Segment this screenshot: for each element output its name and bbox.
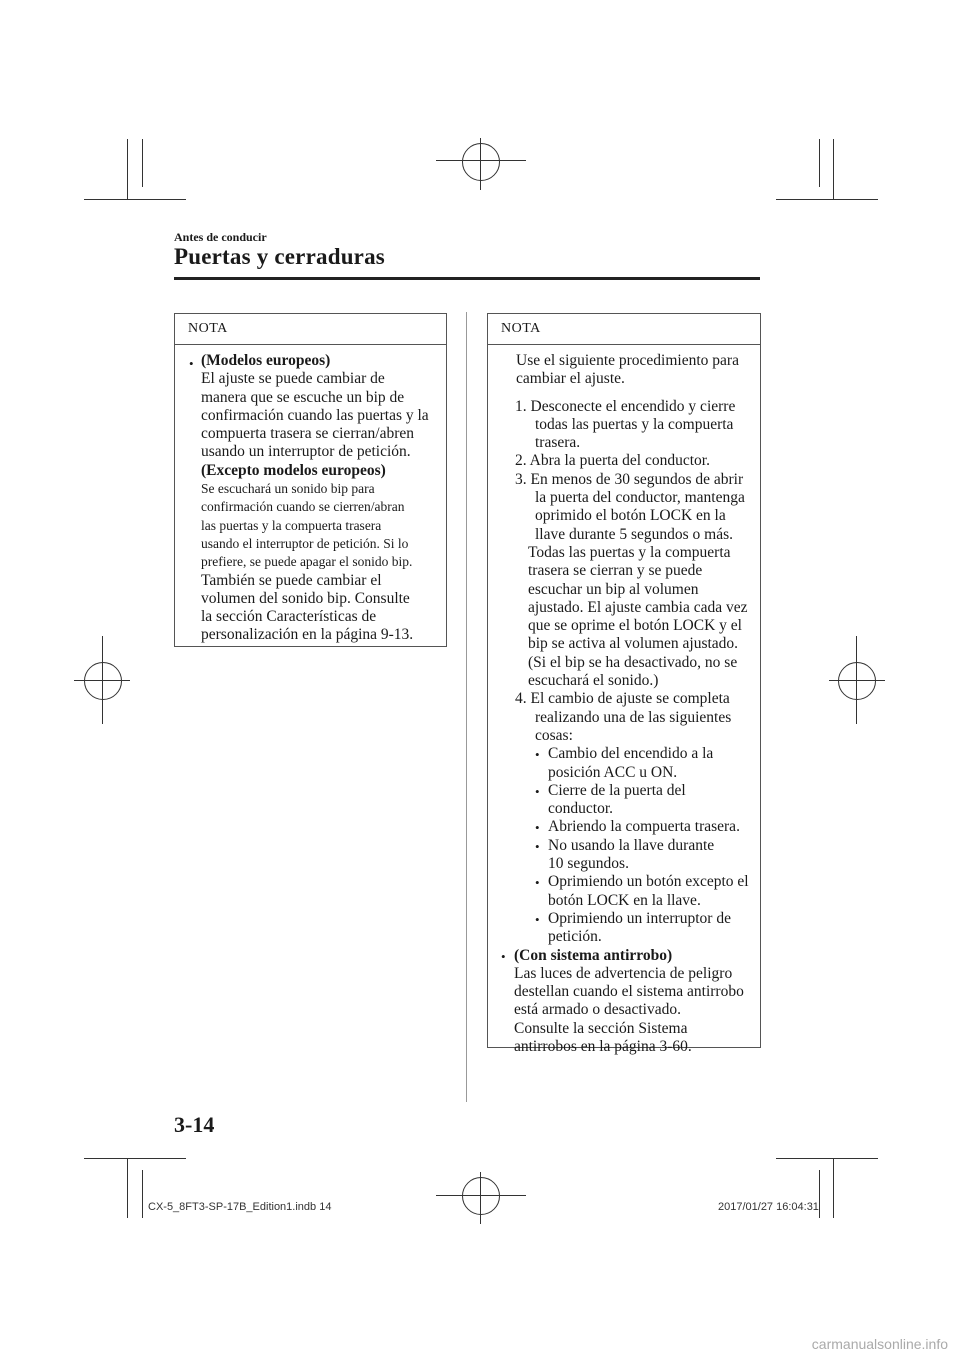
note-line: El ajuste se puede cambiar de <box>201 370 385 388</box>
title-rule <box>174 277 760 280</box>
step-1: 1. Desconecte el encendido y cierre <box>515 397 736 415</box>
note-line: compuerta trasera se cierran/abren <box>201 425 414 443</box>
list-item: Oprimiendo un botón excepto el <box>548 873 749 891</box>
note-line: usando un interruptor de petición. <box>201 443 411 461</box>
note-line: Todas las puertas y la compuerta <box>528 543 731 561</box>
note-line: (Con sistema antirrobo) <box>514 946 673 964</box>
list-item: Cierre de la puerta del <box>548 781 686 799</box>
note-line: oprimido el botón LOCK en la <box>535 507 726 525</box>
bullet-icon: • <box>535 838 540 854</box>
list-item: Abriendo la compuerta trasera. <box>548 818 740 836</box>
note-line: petición. <box>548 928 602 946</box>
note-line: trasera. <box>535 434 581 452</box>
note-line: la puerta del conductor, mantenga <box>535 489 745 507</box>
note-line: la sección Características de <box>201 608 377 626</box>
step-2: 2. Abra la puerta del conductor. <box>515 452 710 470</box>
footer-file: CX-5_8FT3-SP-17B_Edition1.indb 14 <box>148 1201 332 1213</box>
note-line: manera que se escuche un bip de <box>201 388 405 406</box>
note-line: (Si el bip se ha desactivado, no se <box>528 653 738 671</box>
note-line: cosas: <box>535 726 573 744</box>
watermark: carmanualsonline.info <box>811 1336 948 1352</box>
column-divider <box>466 312 467 1102</box>
note-line: Consulte la sección Sistema <box>514 1019 688 1037</box>
note-line: Las luces de advertencia de peligro <box>514 964 733 982</box>
note-line: volumen del sonido bip. Consulte <box>201 589 410 607</box>
note-line: todas las puertas y la compuerta <box>535 415 734 433</box>
note-line: (Excepto modelos europeos) <box>201 461 386 479</box>
list-item: No usando la llave durante <box>548 836 715 854</box>
left-note-box <box>174 313 447 647</box>
bullet-icon: • <box>189 356 194 371</box>
page-title: Puertas y cerraduras <box>174 244 385 269</box>
page-number: 3-14 <box>174 1112 215 1137</box>
note-line: prefiere, se puede apagar el sonido bip. <box>201 554 413 570</box>
left-note-body <box>201 352 429 645</box>
note-line: realizando una de las siguientes <box>535 708 732 726</box>
right-note-box <box>487 313 761 1055</box>
note-line: posición ACC u ON. <box>548 763 678 781</box>
note-line: botón LOCK en la llave. <box>548 891 701 909</box>
note-line: llave durante 5 segundos o más. <box>535 525 734 543</box>
note-line: (Modelos europeos) <box>201 352 331 369</box>
note-line: está armado o desactivado. <box>514 1001 681 1019</box>
note-line: confirmación cuando se cierren/abran <box>201 499 405 515</box>
note-line: Use el siguiente procedimiento para <box>516 352 739 369</box>
note-line: confirmación cuando las puertas y la <box>201 406 429 424</box>
right-note-body <box>488 352 760 1056</box>
note-line: conductor. <box>548 800 613 818</box>
list-item: Cambio del encendido a la <box>548 745 714 763</box>
note-heading-bar <box>175 314 446 345</box>
note-heading: NOTA <box>188 321 228 336</box>
note-line: trasera se cierran y se puede <box>528 562 703 580</box>
note-line: antirrobos en la página 3-60. <box>514 1037 692 1055</box>
note-heading-bar <box>488 314 760 345</box>
footer-timestamp: 2017/01/27 16:04:31 <box>718 1201 819 1213</box>
note-line: las puertas y la compuerta trasera <box>201 517 382 533</box>
bullet-icon: • <box>501 948 506 964</box>
note-line: 10 segundos. <box>548 855 629 873</box>
note-line: usando el interruptor de petición. Si lo <box>201 535 409 551</box>
bullet-icon: • <box>535 820 540 836</box>
note-line: personalización en la página 9-13. <box>201 626 414 644</box>
section-label: Antes de conducir <box>174 230 267 244</box>
bullet-icon: • <box>535 875 540 891</box>
step-4: 4. El cambio de ajuste se completa <box>515 690 730 708</box>
note-line: ajustado. El ajuste cambia cada vez <box>528 598 748 616</box>
note-line: bip se activa al volumen ajustado. <box>528 635 739 653</box>
note-line: que se oprime el botón LOCK y el <box>528 617 742 635</box>
note-line: escuchará el sonido.) <box>528 672 659 690</box>
note-heading: NOTA <box>501 321 541 336</box>
bullet-icon: • <box>535 911 540 927</box>
note-line: escuchar un bip al volumen <box>528 580 699 598</box>
note-line: destellan cuando el sistema antirrobo <box>514 983 744 1001</box>
note-line: cambiar el ajuste. <box>516 370 625 388</box>
bullet-icon: • <box>535 747 540 763</box>
note-line: Se escuchará un sonido bip para <box>201 481 375 497</box>
list-item: Oprimiendo un interruptor de <box>548 909 731 927</box>
note-line: También se puede cambiar el <box>201 571 382 589</box>
step-3: 3. En menos de 30 segundos de abrir <box>515 470 744 488</box>
bullet-icon: • <box>535 783 540 799</box>
